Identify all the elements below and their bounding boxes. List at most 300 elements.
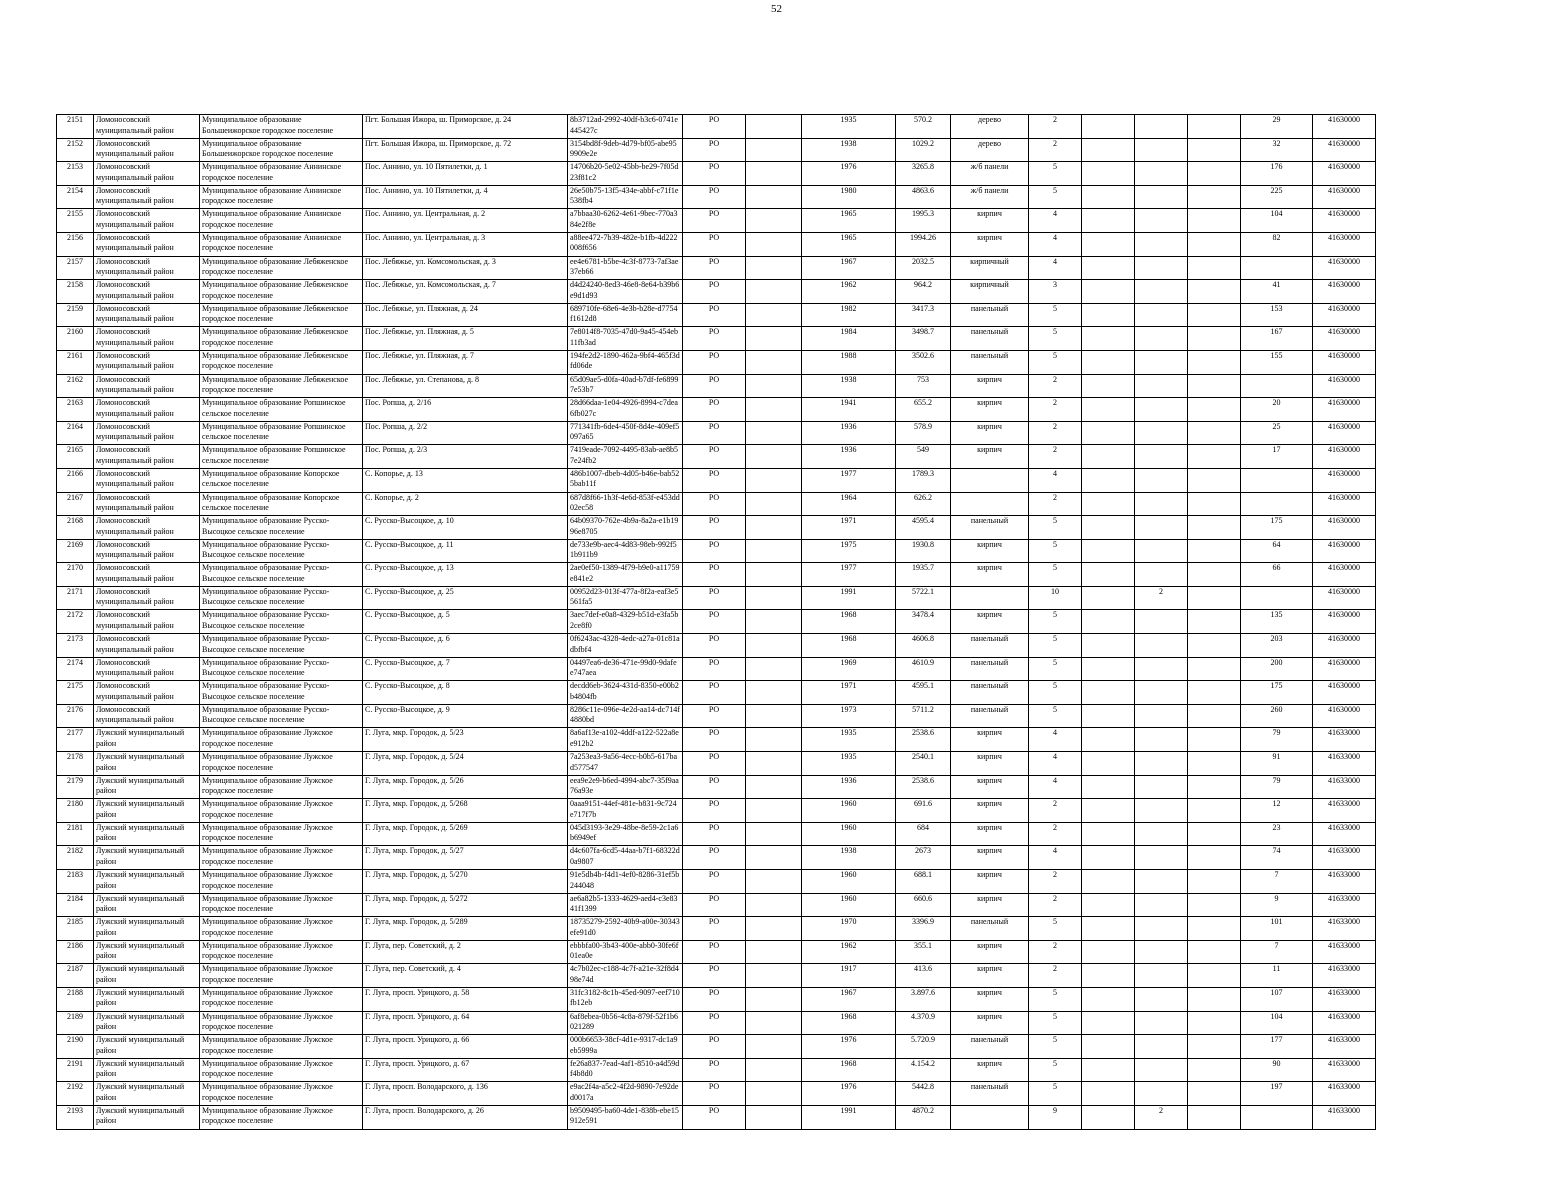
cell-c14 [1188,421,1241,445]
cell-no: 2153 [57,162,94,186]
cell-apartments: 74 [1241,846,1313,870]
cell-district: Ломоносовский муниципальный район [94,303,200,327]
cell-oktmo: 41630000 [1313,421,1376,445]
cell-area: 655.2 [896,398,951,422]
cell-material: панельный [951,1082,1029,1106]
cell-floors: 3 [1029,280,1082,304]
cell-apartments: 175 [1241,681,1313,705]
cell-oktmo: 41633000 [1313,1105,1376,1129]
cell-year: 1960 [802,799,896,823]
cell-district: Лужский муниципальный район [94,846,200,870]
cell-c7 [746,492,802,516]
cell-oktmo: 41633000 [1313,940,1376,964]
cell-district: Лужский муниципальный район [94,775,200,799]
cell-address: Г. Луга, мкр. Городок, д. 5/289 [363,917,568,941]
cell-oktmo: 41633000 [1313,799,1376,823]
cell-no: 2170 [57,563,94,587]
cell-area: 753 [896,374,951,398]
cell-municipality: Муниципальное образование Лебяженское городское поселение [200,303,363,327]
cell-material: кирпичный [951,280,1029,304]
cell-address: Пос. Аннино, ул. Центральная, д. 3 [363,232,568,256]
cell-material: кирпич [951,539,1029,563]
cell-oktmo: 41630000 [1313,539,1376,563]
cell-c7 [746,634,802,658]
cell-no: 2156 [57,232,94,256]
cell-area: 964.2 [896,280,951,304]
cell-guid: 7a253ea3-9a56-4ecc-b0b5-617bad577547 [568,752,683,776]
cell-c13: 2 [1135,586,1188,610]
cell-no: 2183 [57,870,94,894]
cell-area: 688.1 [896,870,951,894]
cell-apartments: 9 [1241,893,1313,917]
table-row [57,799,1376,823]
cell-oktmo: 41630000 [1313,374,1376,398]
cell-c7 [746,303,802,327]
cell-address: С. Русско-Высоцкое, д. 9 [363,704,568,728]
cell-district: Ломоносовский муниципальный район [94,374,200,398]
cell-apartments: 176 [1241,162,1313,186]
cell-municipality: Муниципальное образование Лебяженское городское поселение [200,350,363,374]
cell-guid: 045d3193-3e29-48be-8e59-2c1a6b6949ef [568,822,683,846]
cell-floors: 5 [1029,634,1082,658]
cell-c7 [746,1011,802,1035]
cell-district: Лужский муниципальный район [94,1011,200,1035]
cell-oktmo: 41633000 [1313,870,1376,894]
cell-floors: 5 [1029,539,1082,563]
cell-c12 [1082,115,1135,139]
cell-district: Ломоносовский муниципальный район [94,634,200,658]
cell-municipality: Муниципальное образование Русско-Высоцкое сельское поселение [200,563,363,587]
cell-district: Ломоносовский муниципальный район [94,586,200,610]
cell-floors: 4 [1029,256,1082,280]
cell-municipality: Муниципальное образование Копорское сельское поселение [200,468,363,492]
cell-address: С. Русско-Высоцкое, д. 10 [363,516,568,540]
cell-area: 3396.9 [896,917,951,941]
cell-floors: 5 [1029,516,1082,540]
cell-c14 [1188,586,1241,610]
cell-material: кирпич [951,799,1029,823]
cell-oktmo: 41633000 [1313,1011,1376,1035]
cell-c12 [1082,657,1135,681]
cell-address: С. Русско-Высоцкое, д. 6 [363,634,568,658]
cell-district: Лужский муниципальный район [94,1035,200,1059]
cell-c7 [746,1082,802,1106]
cell-no: 2191 [57,1058,94,1082]
table-row [57,398,1376,422]
cell-oktmo: 41630000 [1313,445,1376,469]
cell-address: Пос. Аннино, ул. Центральная, д. 2 [363,209,568,233]
table-row [57,586,1376,610]
cell-guid: 0aaa9151-44ef-481e-b831-9c724e717f7b [568,799,683,823]
cell-c13 [1135,516,1188,540]
cell-district: Лужский муниципальный район [94,987,200,1011]
cell-address: Пос. Лебяжье, ул. Степанова, д. 8 [363,374,568,398]
housing-registry-table [56,114,1376,1130]
cell-area: 4.370.9 [896,1011,951,1035]
cell-area: 4610.9 [896,657,951,681]
cell-material: кирпич [951,1011,1029,1035]
cell-c12 [1082,516,1135,540]
cell-c12 [1082,138,1135,162]
cell-year: 1936 [802,445,896,469]
cell-c13 [1135,232,1188,256]
cell-year: 1960 [802,893,896,917]
cell-apartments: 203 [1241,634,1313,658]
cell-district: Лужский муниципальный район [94,870,200,894]
cell-district: Лужский муниципальный район [94,1105,200,1129]
cell-material: кирпич [951,374,1029,398]
cell-oktmo: 41633000 [1313,1082,1376,1106]
cell-c14 [1188,704,1241,728]
cell-year: 1936 [802,775,896,799]
cell-floors: 4 [1029,846,1082,870]
cell-form: РО [683,232,746,256]
cell-material: панельный [951,681,1029,705]
cell-municipality: Муниципальное образование Русско-Высоцкое сельское поселение [200,610,363,634]
cell-material: кирпич [951,964,1029,988]
cell-c13 [1135,468,1188,492]
cell-guid: 26e50b75-13f5-434e-abbf-c71f1e538fb4 [568,185,683,209]
table-row [57,232,1376,256]
cell-c13 [1135,327,1188,351]
cell-c7 [746,256,802,280]
table-row [57,752,1376,776]
cell-c13 [1135,964,1188,988]
cell-apartments: 175 [1241,516,1313,540]
cell-c14 [1188,374,1241,398]
cell-address: Пос. Лебяжье, ул. Пляжная, д. 7 [363,350,568,374]
cell-c14 [1188,870,1241,894]
cell-address: Г. Луга, просп. Володарского, д. 136 [363,1082,568,1106]
cell-c13: 2 [1135,1105,1188,1129]
cell-year: 1969 [802,657,896,681]
cell-c14 [1188,232,1241,256]
cell-c7 [746,704,802,728]
cell-c14 [1188,185,1241,209]
cell-oktmo: 41630000 [1313,704,1376,728]
cell-guid: e9ac2f4a-a5c2-4f2d-9890-7e92ded0017a [568,1082,683,1106]
cell-oktmo: 41630000 [1313,516,1376,540]
cell-year: 1960 [802,822,896,846]
cell-no: 2185 [57,917,94,941]
cell-oktmo: 41630000 [1313,327,1376,351]
cell-municipality: Муниципальное образование Лебяженское городское поселение [200,327,363,351]
cell-c13 [1135,940,1188,964]
cell-year: 1968 [802,634,896,658]
cell-floors: 5 [1029,1058,1082,1082]
cell-no: 2155 [57,209,94,233]
cell-area: 1994.26 [896,232,951,256]
cell-address: Г. Луга, просп. Урицкого, д. 66 [363,1035,568,1059]
cell-c7 [746,893,802,917]
cell-no: 2169 [57,539,94,563]
table-row [57,421,1376,445]
cell-c7 [746,1105,802,1129]
cell-form: РО [683,586,746,610]
cell-area: 578.9 [896,421,951,445]
table-row [57,681,1376,705]
cell-c7 [746,138,802,162]
cell-floors: 4 [1029,232,1082,256]
cell-year: 1967 [802,987,896,1011]
cell-floors: 5 [1029,681,1082,705]
cell-form: РО [683,209,746,233]
cell-floors: 5 [1029,610,1082,634]
cell-apartments [1241,256,1313,280]
cell-apartments: 17 [1241,445,1313,469]
cell-c12 [1082,1035,1135,1059]
cell-year: 1962 [802,940,896,964]
cell-form: РО [683,516,746,540]
cell-c13 [1135,799,1188,823]
cell-c12 [1082,634,1135,658]
cell-area: 5722.1 [896,586,951,610]
cell-material: кирпич [951,232,1029,256]
cell-form: РО [683,775,746,799]
cell-c13 [1135,1011,1188,1035]
cell-year: 1982 [802,303,896,327]
cell-area: 413.6 [896,964,951,988]
cell-year: 1938 [802,374,896,398]
cell-year: 1935 [802,728,896,752]
cell-area: 2673 [896,846,951,870]
table-row [57,870,1376,894]
cell-material: панельный [951,516,1029,540]
cell-oktmo: 41630000 [1313,162,1376,186]
cell-no: 2184 [57,893,94,917]
cell-district: Ломоносовский муниципальный район [94,256,200,280]
cell-municipality: Муниципальное образование Русско-Высоцкое сельское поселение [200,586,363,610]
cell-apartments: 79 [1241,775,1313,799]
cell-floors: 10 [1029,586,1082,610]
cell-year: 1962 [802,280,896,304]
cell-municipality: Муниципальное образование Русско-Высоцкое сельское поселение [200,634,363,658]
cell-address: С. Русско-Высоцкое, д. 25 [363,586,568,610]
cell-year: 1917 [802,964,896,988]
cell-oktmo: 41630000 [1313,563,1376,587]
cell-floors: 5 [1029,162,1082,186]
cell-material: кирпич [951,940,1029,964]
cell-c12 [1082,185,1135,209]
cell-guid: 18735279-2592-40b9-a00e-30343efe91d0 [568,917,683,941]
cell-apartments [1241,1105,1313,1129]
cell-year: 1941 [802,398,896,422]
cell-address: Пос. Лебяжье, ул. Пляжная, д. 24 [363,303,568,327]
cell-district: Ломоносовский муниципальный район [94,492,200,516]
cell-guid: 6af8ebea-0b56-4c8a-879f-52f1b6021289 [568,1011,683,1035]
cell-oktmo: 41630000 [1313,303,1376,327]
cell-oktmo: 41633000 [1313,987,1376,1011]
cell-c12 [1082,940,1135,964]
cell-address: Г. Луга, просп. Володарского, д. 26 [363,1105,568,1129]
cell-municipality: Муниципальное образование Ропшинское сельское поселение [200,445,363,469]
cell-apartments: 66 [1241,563,1313,587]
cell-oktmo: 41630000 [1313,256,1376,280]
cell-c14 [1188,681,1241,705]
cell-apartments: 25 [1241,421,1313,445]
cell-district: Ломоносовский муниципальный район [94,350,200,374]
cell-c13 [1135,822,1188,846]
cell-address: Пос. Аннино, ул. 10 Пятилетки, д. 1 [363,162,568,186]
cell-c12 [1082,846,1135,870]
cell-guid: 3154bd8f-9deb-4d79-bf05-abe959909e2e [568,138,683,162]
cell-no: 2190 [57,1035,94,1059]
cell-c12 [1082,704,1135,728]
cell-form: РО [683,964,746,988]
cell-c7 [746,940,802,964]
cell-municipality: Муниципальное образование Лужское городское поселение [200,1035,363,1059]
cell-floors: 2 [1029,964,1082,988]
cell-apartments: 82 [1241,232,1313,256]
cell-guid: 194fe2d2-1890-462a-9bf4-465f3dfd06de [568,350,683,374]
cell-area: 3265.8 [896,162,951,186]
table-row [57,964,1376,988]
table-row [57,280,1376,304]
cell-c13 [1135,987,1188,1011]
cell-c14 [1188,917,1241,941]
cell-form: РО [683,1058,746,1082]
cell-area: 1995.3 [896,209,951,233]
cell-floors: 5 [1029,704,1082,728]
cell-c12 [1082,232,1135,256]
cell-c13 [1135,492,1188,516]
cell-c7 [746,280,802,304]
cell-oktmo: 41633000 [1313,893,1376,917]
cell-c13 [1135,256,1188,280]
cell-area: 3417.3 [896,303,951,327]
cell-c13 [1135,280,1188,304]
cell-address: Г. Луга, мкр. Городок, д. 5/268 [363,799,568,823]
cell-c13 [1135,704,1188,728]
cell-area: 4595.4 [896,516,951,540]
cell-municipality: Муниципальное образование Русско-Высоцкое сельское поселение [200,657,363,681]
cell-floors: 2 [1029,421,1082,445]
cell-year: 1964 [802,492,896,516]
cell-c12 [1082,350,1135,374]
cell-material: кирпичный [951,256,1029,280]
cell-floors: 2 [1029,445,1082,469]
cell-municipality: Муниципальное образование Русско-Высоцкое сельское поселение [200,704,363,728]
cell-c12 [1082,209,1135,233]
cell-municipality: Муниципальное образование Лужское городское поселение [200,893,363,917]
table-row [57,634,1376,658]
cell-c12 [1082,917,1135,941]
cell-floors: 5 [1029,185,1082,209]
cell-apartments: 200 [1241,657,1313,681]
cell-apartments [1241,586,1313,610]
cell-c14 [1188,752,1241,776]
cell-year: 1976 [802,1035,896,1059]
cell-guid: 2ae0ef50-1389-4f79-b9e0-a11759e841e2 [568,563,683,587]
table-row [57,115,1376,139]
cell-guid: 65d09ae5-d0fa-40ad-b7df-fe68997e53b7 [568,374,683,398]
cell-year: 1965 [802,209,896,233]
cell-floors: 5 [1029,987,1082,1011]
cell-form: РО [683,987,746,1011]
cell-c13 [1135,917,1188,941]
cell-c12 [1082,681,1135,705]
cell-material: кирпич [951,398,1029,422]
cell-district: Лужский муниципальный район [94,1058,200,1082]
table-row [57,445,1376,469]
table-row [57,657,1376,681]
cell-area: 684 [896,822,951,846]
cell-c13 [1135,398,1188,422]
cell-c14 [1188,398,1241,422]
table-row [57,374,1376,398]
cell-district: Лужский муниципальный район [94,752,200,776]
cell-floors: 2 [1029,799,1082,823]
cell-c12 [1082,870,1135,894]
cell-district: Ломоносовский муниципальный район [94,162,200,186]
cell-apartments: 23 [1241,822,1313,846]
cell-c14 [1188,303,1241,327]
cell-year: 1965 [802,232,896,256]
cell-no: 2181 [57,822,94,846]
cell-c14 [1188,657,1241,681]
cell-address: Пос. Ропша, д. 2/16 [363,398,568,422]
cell-form: РО [683,256,746,280]
cell-c7 [746,516,802,540]
cell-c7 [746,421,802,445]
cell-c7 [746,327,802,351]
cell-material [951,468,1029,492]
table-row [57,940,1376,964]
cell-oktmo: 41630000 [1313,138,1376,162]
cell-area: 5.720.9 [896,1035,951,1059]
cell-floors: 2 [1029,870,1082,894]
cell-form: РО [683,1105,746,1129]
cell-no: 2192 [57,1082,94,1106]
cell-form: РО [683,704,746,728]
cell-district: Лужский муниципальный район [94,822,200,846]
cell-c7 [746,917,802,941]
cell-c14 [1188,516,1241,540]
cell-area: 2538.6 [896,775,951,799]
cell-c7 [746,398,802,422]
cell-c12 [1082,162,1135,186]
cell-form: РО [683,657,746,681]
cell-material: панельный [951,704,1029,728]
cell-c7 [746,870,802,894]
cell-c14 [1188,1105,1241,1129]
cell-floors: 4 [1029,752,1082,776]
cell-apartments: 41 [1241,280,1313,304]
cell-c13 [1135,870,1188,894]
cell-guid: d4c607fa-6cd5-44aa-b7f1-68322d0a9807 [568,846,683,870]
cell-c12 [1082,799,1135,823]
cell-material: панельный [951,634,1029,658]
cell-c14 [1188,1058,1241,1082]
cell-area: 626.2 [896,492,951,516]
table-row [57,492,1376,516]
cell-form: РО [683,1082,746,1106]
cell-c7 [746,374,802,398]
cell-municipality: Муниципальное образование Аннинское городское поселение [200,162,363,186]
cell-district: Лужский муниципальный район [94,799,200,823]
cell-c14 [1188,822,1241,846]
cell-guid: 4c7b02ec-c188-4c7f-a21e-32f8d498e74d [568,964,683,988]
cell-address: Пос. Лебяжье, ул. Комсомольская, д. 3 [363,256,568,280]
cell-form: РО [683,468,746,492]
cell-no: 2174 [57,657,94,681]
cell-c12 [1082,586,1135,610]
cell-c14 [1188,846,1241,870]
cell-municipality: Муниципальное образование Копорское сельское поселение [200,492,363,516]
cell-material: панельный [951,327,1029,351]
cell-oktmo: 41633000 [1313,917,1376,941]
cell-municipality: Муниципальное образование Лужское городское поселение [200,728,363,752]
